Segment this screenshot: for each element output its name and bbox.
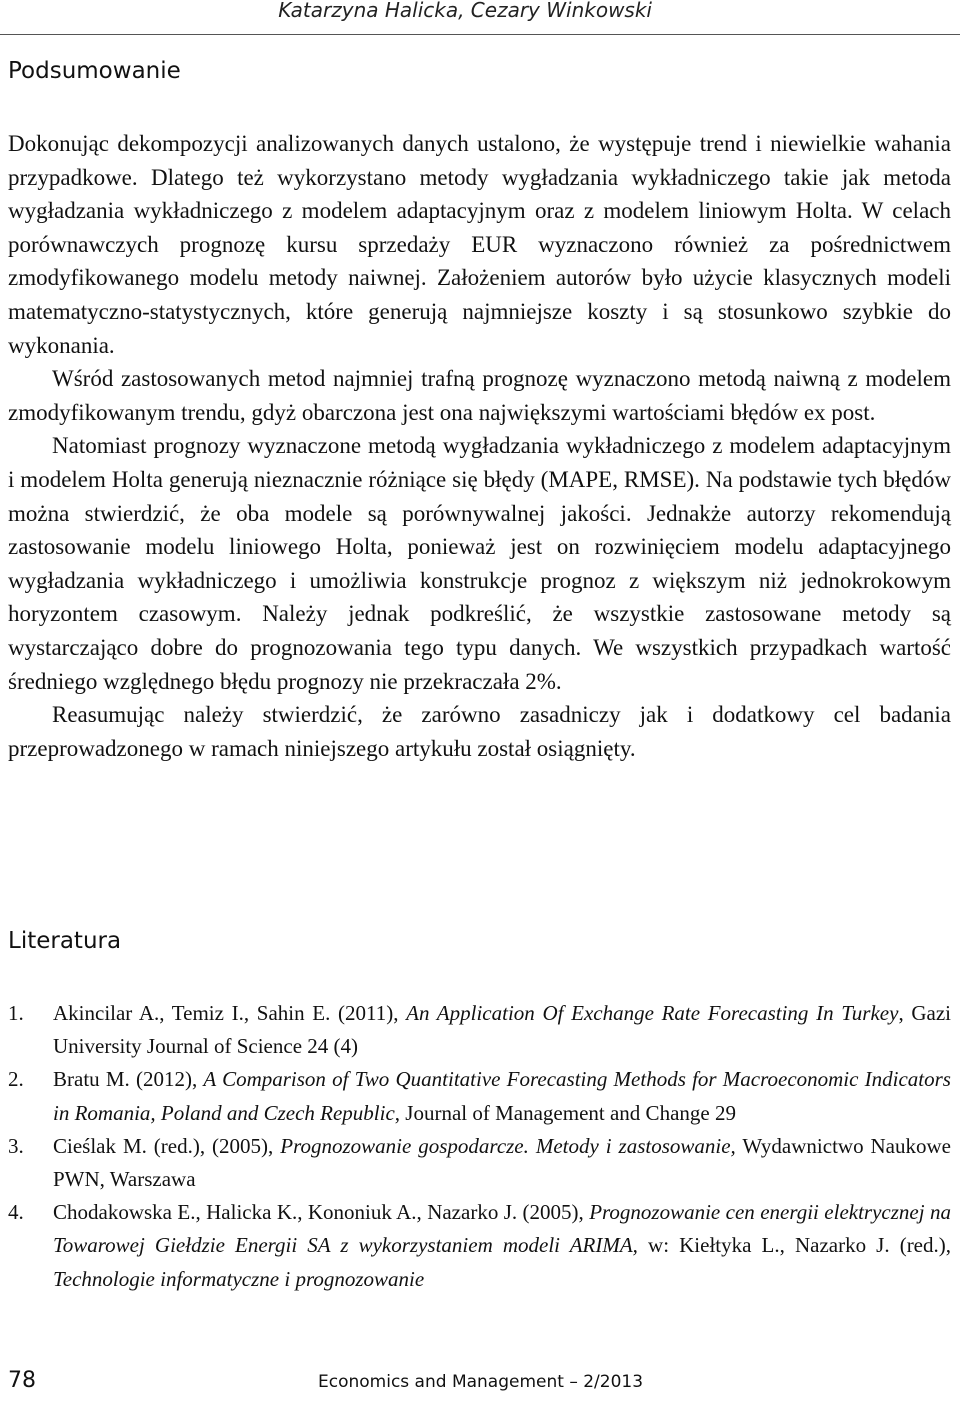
reference-source: Wydawnictwo Naukowe PWN, Warszawa [53,1133,951,1192]
summary-body [8,127,951,765]
reference-authors: Bratu M. (2012), [53,1067,204,1092]
reference-list [8,997,951,1296]
journal-title: Economics and Management – 2/2013 [318,1372,644,1392]
reference-title: Prognozowanie gospodarcze. Metody i zastosowanie, [280,1133,736,1158]
reference-authors: Akincilar A., Temiz I., Sahin E. (2011), [53,1001,407,1025]
summary-paragraph: Natomiast prognozy wyznaczone metodą wygładzania wykładniczego z modelem adaptacyjnym i modelem Holta generują nieznacznie różniące się błędy (MAPE, RMSE). Na podstawie tych błędów można stwierdzić, że oba modele są porównywalnej jakości. Jednakże autorzy rekomendują zastosowanie modelu liniowego Holta, ponieważ jest on rozwinięciem modelu adaptacyjnego wygładzania wykładniczego i umożliwia konstrukcje prognoz z większym niż jednokrokowym horyzontem czasowym. Należy jednak podkreślić, że wszystkie zastosowane metody są wystarczająco dobre do prognozowania tego typu danych. We wszystkich przypadkach wartość średniego względnego błędu prognozy nie przekraczała 2%. [8,433,951,694]
reference-number: 4. [8,1200,24,1225]
reference-item [8,1063,951,1129]
summary-paragraph: Dokonując dekompozycji analizowanych danych ustalono, że występuje trend i niewielkie wahania przypadkowe. Dlatego też wykorzystano metody wygładzania wykładniczego takie jak metoda wygładzania wykładniczego z modelem adaptacyjnym oraz z modelem liniowym Holta. W celach porównawczych prognozę kursu sprzedaży EUR wyznaczono również za pośrednictwem zmodyfikowanego modelu metody naiwnej. Założeniem autorów było użycie klasycznych modeli matematyczno-statystycznych, które generują najmniejsze koszty i są stosunkowo szybkie do wykonania. [8,131,951,358]
reference-number: 3. [8,1133,24,1158]
reference-book-title: Technologie informatyczne i prognozowanie [53,1266,425,1291]
section-heading-literature: Literatura [8,928,122,954]
summary-paragraph: Reasumując należy stwierdzić, że zarówno zasadniczy jak i dodatkowy cel badania przeprowadzonego w ramach niniejszego artykułu został osiągnięty. [8,702,951,761]
reference-source: , Journal of Management and Change 29 [394,1100,736,1125]
reference-item [8,1196,951,1296]
reference-item [8,1130,951,1196]
reference-number: 1. [8,1001,24,1025]
reference-title: A Comparison of Two Quantitative Forecasting Methods for Macroeconomic Indicators in Romania, Poland and Czech Republic [53,1067,951,1125]
reference-authors: Chodakowska E., Halicka K., Kononiuk A., Nazarko J. (2005), [53,1200,590,1225]
running-header-authors: Katarzyna Halicka, Cezary Winkowski [278,0,652,22]
reference-item [8,997,951,1063]
summary-paragraph: Wśród zastosowanych metod najmniej trafną prognozę wyznaczono metodą naiwną z modelem zmodyfikowanym trendu, gdyż obarczona jest ona największymi wartościami błędów ex post. [8,366,951,425]
reference-title: An Application Of Exchange Rate Forecasting In Turkey [406,1001,899,1025]
running-header [0,0,960,35]
page-number: 78 [8,1368,36,1393]
reference-source: w: Kiełtyka L., Nazarko J. (red.), [637,1233,951,1258]
reference-number: 2. [8,1067,24,1092]
page-footer [8,1368,948,1402]
reference-title: Prognozowanie cen energii elektrycznej na Towarowej Giełdzie Energii SA z wykorzystaniem modeli ARIMA, [53,1200,951,1258]
section-heading-summary: Podsumowanie [8,58,181,84]
reference-authors: Cieślak M. (red.), (2005), [53,1133,281,1158]
reference-source: , Gazi University Journal of Science 24 (4) [53,1001,952,1059]
